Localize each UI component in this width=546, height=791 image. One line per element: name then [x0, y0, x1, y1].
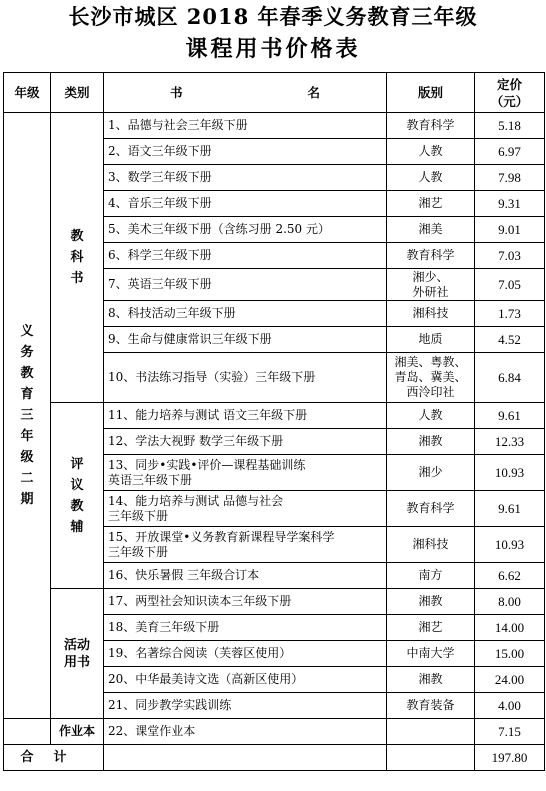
book-price: 9.61 [475, 491, 545, 527]
book-price: 7.03 [475, 243, 545, 269]
book-price: 6.84 [475, 353, 545, 403]
book-edition: 湘艺 [387, 615, 475, 641]
book-name: 9、生命与健康常识三年级下册 [104, 327, 387, 353]
total-price: 197.80 [475, 745, 545, 771]
book-name: 6、科学三年级下册 [104, 243, 387, 269]
book-name-line: 14、能力培养与测试 品德与社会 [108, 493, 284, 508]
book-edition: 教育科学 [387, 491, 475, 527]
book-name: 4、音乐三年级下册 [104, 191, 387, 217]
book-price: 14.00 [475, 615, 545, 641]
book-name: 19、名著综合阅读（芙蓉区使用） [104, 641, 387, 667]
grade-cell-empty [4, 719, 51, 745]
header-row [4, 73, 545, 113]
book-price: 24.00 [475, 667, 545, 693]
book-edition: 人教 [387, 165, 475, 191]
category-homework: 作业本 [51, 719, 104, 745]
book-name: 10、书法练习指导（实验）三年级下册 [104, 353, 387, 403]
book-edition-line: 外研社 [412, 284, 449, 299]
book-edition: 地质 [387, 327, 475, 353]
book-price: 12.33 [475, 429, 545, 455]
book-edition: 湘教 [387, 589, 475, 615]
book-edition: 湘教 [387, 667, 475, 693]
grade-label-char: 教 [20, 366, 34, 381]
category-review-char: 辅 [70, 519, 84, 535]
total-row [4, 745, 545, 771]
category-textbook-char: 书 [70, 271, 84, 286]
grade-label-char: 年 [20, 429, 34, 444]
book-price: 7.15 [475, 719, 545, 745]
book-price: 6.97 [475, 139, 545, 165]
book-name: 1、品德与社会三年级下册 [104, 113, 387, 139]
book-edition [387, 353, 475, 403]
page-subtitle: 课程用书价格表 [185, 36, 361, 62]
page-title: 长沙市城区 2018 年春季义务教育三年级 [68, 4, 478, 29]
book-price: 9.61 [475, 403, 545, 429]
book-edition: 人教 [387, 139, 475, 165]
price-table [3, 72, 545, 771]
book-edition: 人教 [387, 403, 475, 429]
book-name: 11、能力培养与测试 语文三年级下册 [104, 403, 387, 429]
book-name: 7、英语三年级下册 [104, 269, 387, 301]
book-name: 16、快乐暑假 三年级合订本 [104, 563, 387, 589]
grade-label-char: 义 [20, 324, 34, 339]
header-edition: 版别 [387, 73, 475, 113]
total-empty-edition [387, 745, 475, 771]
book-edition: 湘艺 [387, 191, 475, 217]
category-textbook [51, 113, 104, 403]
book-name: 18、美育三年级下册 [104, 615, 387, 641]
book-edition-line: 青岛、冀美、 [394, 370, 467, 384]
book-price: 9.01 [475, 217, 545, 243]
book-price: 6.62 [475, 563, 545, 589]
book-edition [387, 269, 475, 301]
book-price: 5.18 [475, 113, 545, 139]
book-edition: 中南大学 [387, 641, 475, 667]
book-name: 22、课堂作业本 [104, 719, 387, 745]
grade-label-char: 育 [20, 387, 34, 402]
book-name [104, 527, 387, 563]
header-book-name: 书 名 [104, 73, 387, 113]
grade-label-char: 三 [20, 408, 34, 423]
book-edition: 湘美 [387, 217, 475, 243]
book-name-line: 13、同步•实践•评价—课程基础训练 [108, 457, 306, 472]
grade-label-char: 务 [20, 345, 34, 360]
category-activity [51, 589, 104, 719]
book-price: 7.98 [475, 165, 545, 191]
book-name [104, 455, 387, 491]
category-textbook-char: 科 [70, 250, 84, 265]
book-edition [387, 719, 475, 745]
book-price: 4.00 [475, 693, 545, 719]
book-price: 4.52 [475, 327, 545, 353]
book-edition: 教育科学 [387, 113, 475, 139]
table-row [4, 113, 545, 139]
category-activity-char: 活动 [63, 637, 90, 653]
table-row [4, 589, 545, 615]
category-review-char: 评 [70, 456, 84, 472]
total-label: 合计 [4, 745, 104, 771]
book-name-line: 三年级下册 [108, 544, 169, 559]
book-edition: 南方 [387, 563, 475, 589]
book-edition: 教育科学 [387, 243, 475, 269]
book-name: 3、数学三年级下册 [104, 165, 387, 191]
book-name: 12、学法大视野 数学三年级下册 [104, 429, 387, 455]
book-price: 10.93 [475, 527, 545, 563]
book-edition: 教育装备 [387, 693, 475, 719]
table-row [4, 403, 545, 429]
category-review [51, 403, 104, 589]
book-name: 21、同步教学实践训练 [104, 693, 387, 719]
book-edition: 湘科技 [387, 301, 475, 327]
grade-label-char: 二 [20, 471, 34, 486]
book-edition-line: 湘美、粤教、 [394, 355, 467, 369]
book-price: 9.31 [475, 191, 545, 217]
header-category: 类别 [51, 73, 104, 113]
book-edition: 湘教 [387, 429, 475, 455]
book-price: 10.93 [475, 455, 545, 491]
book-name-line: 英语三年级下册 [108, 472, 193, 487]
category-activity-char: 用书 [63, 654, 90, 670]
book-name: 5、美术三年级下册（含练习册 2.50 元） [104, 217, 387, 243]
book-price: 8.00 [475, 589, 545, 615]
book-edition: 湘少 [387, 455, 475, 491]
book-name: 2、语文三年级下册 [104, 139, 387, 165]
book-edition-line: 湘少、 [412, 269, 449, 284]
book-name: 17、两型社会知识读本三年级下册 [104, 589, 387, 615]
header-price: 定价 （元） [475, 73, 545, 113]
header-grade: 年级 [4, 73, 51, 113]
book-price: 7.05 [475, 269, 545, 301]
category-review-char: 议 [70, 477, 84, 493]
category-textbook-char: 教 [70, 229, 84, 244]
category-review-char: 教 [70, 498, 84, 514]
book-edition-line: 西泠印社 [406, 385, 455, 399]
grade-label-char: 级 [20, 450, 34, 465]
book-price: 15.00 [475, 641, 545, 667]
book-name-line: 15、开放课堂•义务教育新课程导学案科学 [108, 529, 335, 544]
grade-label-char: 期 [20, 492, 34, 507]
book-name-line: 三年级下册 [108, 508, 169, 523]
total-empty-name [104, 745, 387, 771]
book-name: 20、中华最美诗文选（高新区使用） [104, 667, 387, 693]
book-name [104, 491, 387, 527]
book-name: 8、科技活动三年级下册 [104, 301, 387, 327]
book-price: 1.73 [475, 301, 545, 327]
book-edition: 湘科技 [387, 527, 475, 563]
grade-label [4, 113, 51, 719]
table-row [4, 719, 545, 745]
